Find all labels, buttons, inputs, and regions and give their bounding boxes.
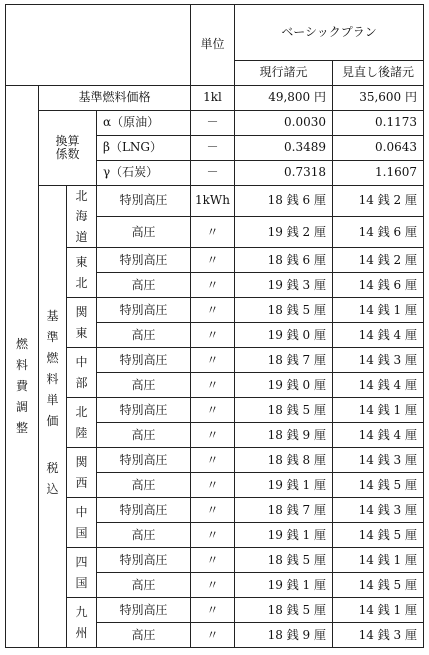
revised-value: 14 銭 4 厘 bbox=[333, 373, 424, 398]
left-margin-cell bbox=[6, 86, 39, 648]
region-1: 東北 bbox=[67, 248, 97, 298]
unit-price-label: 基準燃料単価 税込 bbox=[39, 186, 67, 648]
coefficient-beta-current: 0.3489 bbox=[235, 136, 333, 161]
coefficient-beta-label: β（LNG） bbox=[97, 136, 191, 161]
voltage-type: 特別高圧 bbox=[97, 186, 191, 217]
header-unit: 単位 bbox=[191, 5, 235, 86]
row-unit: 〃 bbox=[191, 273, 235, 298]
current-value: 18 銭 5 厘 bbox=[235, 548, 333, 573]
current-value: 19 銭 1 厘 bbox=[235, 523, 333, 548]
voltage-type: 特別高圧 bbox=[97, 398, 191, 423]
region-0: 北海道 bbox=[67, 186, 97, 248]
voltage-type: 高圧 bbox=[97, 373, 191, 398]
revised-value: 14 銭 3 厘 bbox=[333, 448, 424, 473]
current-value: 18 銭 9 厘 bbox=[235, 423, 333, 448]
revised-value: 14 銭 1 厘 bbox=[333, 398, 424, 423]
region-6: 中国 bbox=[67, 498, 97, 548]
row-unit: 〃 bbox=[191, 323, 235, 348]
current-value: 18 銭 6 厘 bbox=[235, 248, 333, 273]
table-row bbox=[6, 398, 424, 423]
row-unit: 〃 bbox=[191, 623, 235, 648]
voltage-type: 高圧 bbox=[97, 273, 191, 298]
coefficient-gamma-current: 0.7318 bbox=[235, 161, 333, 186]
coefficient-beta-unit: － bbox=[191, 136, 235, 161]
row-unit: 〃 bbox=[191, 298, 235, 323]
table-row bbox=[6, 548, 424, 573]
table-row bbox=[6, 448, 424, 473]
voltage-type: 高圧 bbox=[97, 473, 191, 498]
region-3: 中部 bbox=[67, 348, 97, 398]
coefficient-alpha-label: α（原油） bbox=[97, 111, 191, 136]
voltage-type: 特別高圧 bbox=[97, 248, 191, 273]
current-value: 18 銭 5 厘 bbox=[235, 298, 333, 323]
voltage-type: 高圧 bbox=[97, 623, 191, 648]
revised-value: 14 銭 3 厘 bbox=[333, 623, 424, 648]
base-price-current: 49,800 円 bbox=[235, 86, 333, 111]
base-price-revised: 35,600 円 bbox=[333, 86, 424, 111]
row-unit: 〃 bbox=[191, 217, 235, 248]
fuel-adjustment-label: 燃料費調整 bbox=[16, 337, 29, 436]
current-value: 19 銭 0 厘 bbox=[235, 373, 333, 398]
revised-value: 14 銭 5 厘 bbox=[333, 523, 424, 548]
table-row bbox=[6, 598, 424, 623]
current-value: 18 銭 6 厘 bbox=[235, 186, 333, 217]
region-5: 関西 bbox=[67, 448, 97, 498]
revised-value: 14 銭 1 厘 bbox=[333, 298, 424, 323]
row-unit: 〃 bbox=[191, 598, 235, 623]
coefficient-alpha-unit: － bbox=[191, 111, 235, 136]
coefficient-beta-revised: 0.0643 bbox=[333, 136, 424, 161]
voltage-type: 特別高圧 bbox=[97, 548, 191, 573]
voltage-type: 高圧 bbox=[97, 217, 191, 248]
region-8: 九州 bbox=[67, 598, 97, 648]
voltage-type: 特別高圧 bbox=[97, 348, 191, 373]
revised-value: 14 銭 2 厘 bbox=[333, 186, 424, 217]
coefficient-label: 換算係数 bbox=[39, 111, 97, 186]
row-unit: 〃 bbox=[191, 523, 235, 548]
coefficient-gamma-label: γ（石炭） bbox=[97, 161, 191, 186]
row-unit: 〃 bbox=[191, 348, 235, 373]
region-7: 四国 bbox=[67, 548, 97, 598]
current-value: 19 銭 3 厘 bbox=[235, 273, 333, 298]
revised-value: 14 銭 1 厘 bbox=[333, 598, 424, 623]
row-unit: 1kWh bbox=[191, 186, 235, 217]
current-value: 19 銭 0 厘 bbox=[235, 323, 333, 348]
revised-value: 14 銭 4 厘 bbox=[333, 423, 424, 448]
current-value: 18 銭 5 厘 bbox=[235, 398, 333, 423]
header-revised: 見直し後諸元 bbox=[333, 61, 424, 86]
current-value: 19 銭 2 厘 bbox=[235, 217, 333, 248]
fuel-cost-table bbox=[5, 4, 424, 648]
row-unit: 〃 bbox=[191, 373, 235, 398]
coefficient-alpha-current: 0.0030 bbox=[235, 111, 333, 136]
voltage-type: 特別高圧 bbox=[97, 498, 191, 523]
revised-value: 14 銭 4 厘 bbox=[333, 323, 424, 348]
voltage-type: 高圧 bbox=[97, 423, 191, 448]
table-row bbox=[6, 348, 424, 373]
coefficient-gamma-revised: 1.1607 bbox=[333, 161, 424, 186]
voltage-type: 特別高圧 bbox=[97, 448, 191, 473]
current-value: 18 銭 8 厘 bbox=[235, 448, 333, 473]
table-row bbox=[6, 298, 424, 323]
region-2: 関東 bbox=[67, 298, 97, 348]
revised-value: 14 銭 6 厘 bbox=[333, 217, 424, 248]
row-unit: 〃 bbox=[191, 248, 235, 273]
revised-value: 14 銭 3 厘 bbox=[333, 498, 424, 523]
voltage-type: 特別高圧 bbox=[97, 298, 191, 323]
row-unit: 〃 bbox=[191, 448, 235, 473]
coefficient-gamma-unit: － bbox=[191, 161, 235, 186]
current-value: 18 銭 5 厘 bbox=[235, 598, 333, 623]
region-4: 北陸 bbox=[67, 398, 97, 448]
voltage-type: 高圧 bbox=[97, 323, 191, 348]
revised-value: 14 銭 5 厘 bbox=[333, 473, 424, 498]
current-value: 19 銭 1 厘 bbox=[235, 473, 333, 498]
current-value: 19 銭 1 厘 bbox=[235, 573, 333, 598]
current-value: 18 銭 7 厘 bbox=[235, 348, 333, 373]
base-price-unit: 1kl bbox=[191, 86, 235, 111]
revised-value: 14 銭 2 厘 bbox=[333, 248, 424, 273]
table-row bbox=[6, 186, 424, 217]
revised-value: 14 銭 5 厘 bbox=[333, 573, 424, 598]
row-unit: 〃 bbox=[191, 423, 235, 448]
row-unit: 〃 bbox=[191, 473, 235, 498]
header-current: 現行諸元 bbox=[235, 61, 333, 86]
row-unit: 〃 bbox=[191, 498, 235, 523]
revised-value: 14 銭 3 厘 bbox=[333, 348, 424, 373]
current-value: 18 銭 9 厘 bbox=[235, 623, 333, 648]
revised-value: 14 銭 6 厘 bbox=[333, 273, 424, 298]
header-blank-cell bbox=[6, 5, 191, 86]
revised-value: 14 銭 1 厘 bbox=[333, 548, 424, 573]
row-unit: 〃 bbox=[191, 398, 235, 423]
base-price-label: 基準燃料価格 bbox=[39, 86, 191, 111]
row-unit: 〃 bbox=[191, 573, 235, 598]
coefficient-alpha-revised: 0.1173 bbox=[333, 111, 424, 136]
header-plan: ベーシックプラン bbox=[235, 5, 424, 61]
voltage-type: 高圧 bbox=[97, 523, 191, 548]
table-row bbox=[6, 498, 424, 523]
table-row bbox=[6, 248, 424, 273]
voltage-type: 特別高圧 bbox=[97, 598, 191, 623]
voltage-type: 高圧 bbox=[97, 573, 191, 598]
row-unit: 〃 bbox=[191, 548, 235, 573]
current-value: 18 銭 7 厘 bbox=[235, 498, 333, 523]
